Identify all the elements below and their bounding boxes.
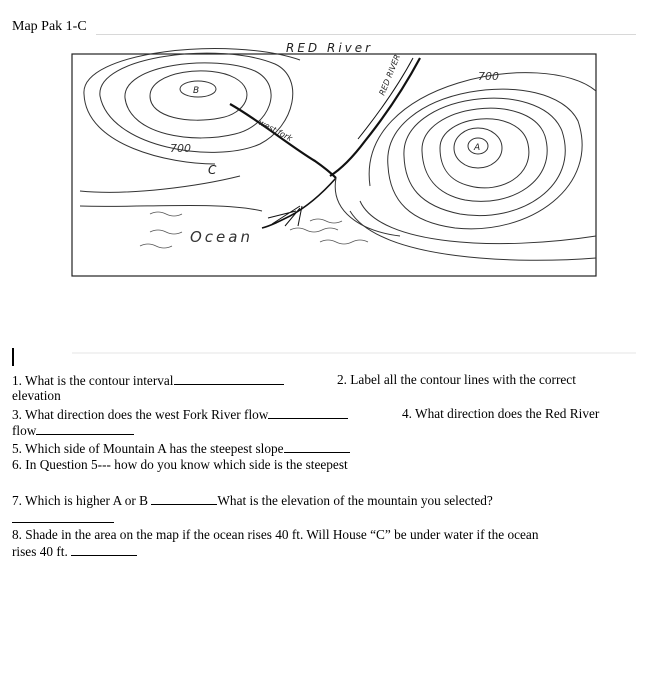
answer-blank-1[interactable] [174,372,284,385]
mountain-a-label: A [474,143,481,153]
title-underline [96,34,636,35]
question-8-continued: rises 40 ft. [12,543,137,560]
answer-blank-7b[interactable] [12,510,114,523]
question-8: 8. Shade in the area on the map if the ocean rises 40 ft. Will House “C” be under water if the ocean [12,527,539,542]
contour-label-700-left: 700 [170,142,191,155]
answer-blank-4[interactable] [36,422,134,435]
question-7: 7. Which is higher A or B What is the elevation of the mountain you selected? [12,493,493,508]
red-river-fork-label: RED RIVER [377,53,403,97]
page-title: Map Pak 1-C [12,19,87,34]
question-5: 5. Which side of Mountain A has the steepest slope [12,440,350,457]
mountain-b-label: B [193,86,200,96]
rivers [230,58,420,228]
contour-label-700-right: 700 [478,70,499,83]
answer-blank-3[interactable] [268,406,348,419]
question-4-continued: flow [12,422,134,439]
map-frame [72,54,596,276]
west-fork-label: west fork [257,117,294,144]
coast-contours [80,176,400,236]
house-c-label: C [208,163,217,177]
text-cursor [12,348,14,366]
mountain-b-contours [84,49,300,164]
question-1: 1. What is the contour interval [12,372,284,389]
ocean-label: Ocean [190,228,253,246]
answer-blank-8[interactable] [71,543,137,556]
question-4: 4. What direction does the Red River [402,406,600,421]
red-river-label: RED River [286,41,374,55]
question-7-continued [12,510,114,527]
question-6: 6. In Question 5--- how do you know which side is the steepest [12,457,348,472]
answer-blank-5[interactable] [284,440,350,453]
question-2-continued: elevation [12,388,61,403]
topographic-map [0,36,654,356]
answer-blank-7a[interactable] [151,492,217,505]
question-3: 3. What direction does the west Fork River flow [12,406,348,423]
ocean-waves [140,212,368,248]
question-2: 2. Label all the contour lines with the correct [337,372,576,387]
